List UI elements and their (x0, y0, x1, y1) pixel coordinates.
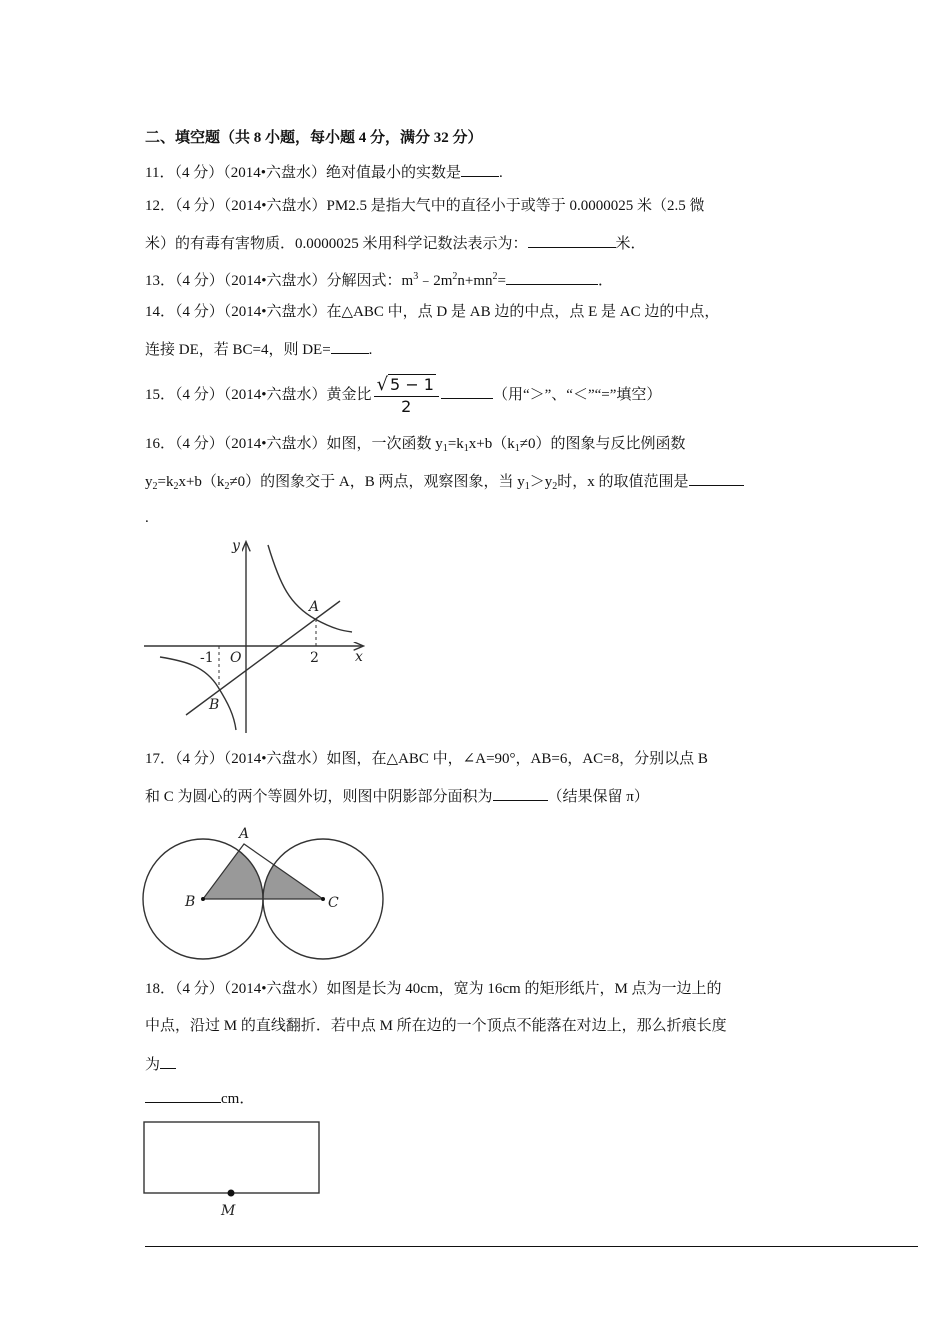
point-a-label: A (239, 826, 250, 842)
question-14-line1 (145, 302, 719, 322)
q11-score: （4 分） (174, 165, 224, 181)
x-axis-label: x (355, 649, 363, 665)
q13-pre: 分解因式：m (326, 273, 414, 289)
q17-source: （2014•六盘水） (223, 751, 327, 767)
q16-answer-blank (689, 471, 744, 486)
q15-score: （4 分） (175, 387, 224, 403)
q14-text2: 连接 DE，若 BC=4，则 DE= (145, 342, 331, 358)
q17-score: （4 分） (175, 751, 224, 767)
q16-l2c: x+b（k (178, 474, 225, 490)
q17-text2: 和 C 为圆心的两个等圆外切，则图中阴影部分面积为 (145, 789, 493, 805)
q16-l2e: ＞y (529, 474, 553, 490)
question-18-line1 (145, 979, 722, 999)
q15-answer-blank (441, 384, 493, 399)
q16-l2s4: 1 (524, 481, 530, 492)
q16-t1c: x+b（k (468, 436, 515, 452)
q13-source: （2014•六盘水） (223, 273, 327, 289)
q16-l2s1: 2 (152, 481, 158, 492)
q16-s1: 1 (442, 443, 448, 454)
q14-answer-blank (331, 339, 369, 354)
figure-17-circles (140, 820, 390, 965)
q16-l2s3: 2 (224, 481, 230, 492)
footer-rule (145, 1246, 918, 1247)
fraction-denominator: 2 (401, 397, 412, 417)
q12-end: 米． (615, 236, 646, 252)
q15-source: （2014•六盘水） (223, 387, 327, 403)
q12-number: 12． (145, 198, 176, 214)
q18-source: （2014•六盘水） (223, 981, 327, 997)
q14-number: 14． (145, 304, 176, 320)
q11-number: 11． (145, 165, 175, 181)
q18-text2: 中点，沿过 M 的直线翻折．若中点 M 所在边的一个顶点不能落在对边上，那么折痕长度 (145, 1018, 727, 1034)
q16-score: （4 分） (175, 436, 224, 452)
q14-source: （2014•六盘水） (223, 304, 327, 320)
q14-text1: 在△ABC 中，点 D 是 AB 边的中点，点 E 是 AC 边的中点， (326, 304, 720, 320)
q17-answer-blank (493, 786, 548, 801)
question-18-line4 (145, 1088, 254, 1109)
tick-label-neg1: -1 (200, 650, 214, 666)
q11-end: . (499, 165, 503, 181)
q16-number: 16． (145, 436, 176, 452)
question-18-line2 (145, 1016, 727, 1036)
point-b-label: B (185, 894, 196, 910)
tick-label-2: 2 (310, 650, 319, 666)
q14-score: （4 分） (175, 304, 224, 320)
q15-number: 15． (145, 387, 176, 403)
hyperbola-branch-right (268, 545, 352, 632)
q13-mid2: n+mn (457, 273, 493, 289)
q16-t1a: 如图，一次函数 y (326, 436, 443, 452)
q13-eq: = (497, 273, 506, 289)
q16-t1d: ≠0）的图象与反比例函数 (519, 436, 686, 452)
q18-blank-part1 (160, 1054, 176, 1069)
q11-text: 绝对值最小的实数是 (325, 165, 461, 181)
q14-end: . (368, 342, 373, 358)
q16-s2: 1 (463, 443, 469, 454)
q13-exp2a: 2 (452, 271, 458, 282)
point-b (201, 897, 205, 901)
q16-l2d: ≠0）的图象交于 A，B 两点，观察图象，当 y (229, 474, 525, 490)
question-12-line2 (145, 233, 646, 254)
q16-l2s5: 2 (552, 481, 558, 492)
q17-number: 17． (145, 751, 176, 767)
q18-number: 18． (145, 981, 176, 997)
q16-s3: 1 (514, 443, 520, 454)
q16-source: （2014•六盘水） (223, 436, 327, 452)
q18-text1: 如图是长为 40cm，宽为 16cm 的矩形纸片，M 点为一边上的 (326, 981, 722, 997)
question-17-line2 (145, 786, 649, 807)
golden-ratio-fraction: $\frac{√ 5 - 1}{2}$ (374, 374, 439, 417)
question-15 (145, 374, 661, 417)
q13-number: 13． (145, 273, 176, 289)
q15-post: （用“＞”、“＜”“=”填空） (492, 387, 662, 403)
point-c (321, 897, 325, 901)
point-m (228, 1190, 235, 1197)
q12-text1: PM2.5 是指大气中的直径小于或等于 0.0000025 米（2.5 微 (326, 198, 705, 214)
q12-answer-blank (528, 233, 616, 248)
point-b-label: B (209, 697, 220, 713)
y-axis-label: y (232, 538, 240, 554)
q18-answer-blank (145, 1088, 221, 1103)
q18-unit: cm． (221, 1091, 255, 1107)
question-16-line2 (145, 471, 744, 497)
q15-pre: 黄金比 (326, 387, 372, 403)
q13-mid1: ﹣2m (418, 273, 453, 289)
section-title: 二、填空题（共 8 小题，每小题 4 分，满分 32 分） (145, 130, 483, 146)
q18-score: （4 分） (175, 981, 224, 997)
q13-score: （4 分） (175, 273, 224, 289)
paper-rectangle (144, 1122, 319, 1193)
q11-source: （2014•六盘水） (223, 165, 326, 181)
q16-l2b: =k (157, 474, 174, 490)
q16-t1b: =k (447, 436, 464, 452)
figure-16-graph (140, 535, 380, 740)
q12-score: （4 分） (175, 198, 224, 214)
q16-l2a: y (145, 474, 153, 490)
q16-trailing-dot: . (145, 510, 149, 526)
q13-end: ． (598, 273, 614, 289)
q16-l2f: 时，x 的取值范围是 (557, 474, 689, 490)
fraction-numerator: 5 − 1 (390, 375, 434, 395)
q17-end: （结果保留 π） (547, 789, 649, 805)
q16-l2s2: 2 (173, 481, 179, 492)
q12-source: （2014•六盘水） (223, 198, 327, 214)
q13-exp2b: 2 (492, 271, 498, 282)
question-18-line3 (145, 1054, 176, 1075)
figure-18-rectangle (140, 1118, 330, 1223)
question-12-line1 (145, 196, 704, 216)
hyperbola-branch-left (160, 657, 236, 730)
q13-answer-blank (506, 270, 598, 285)
point-a-label: A (309, 599, 320, 615)
q17-text1: 如图，在△ABC 中，∠A=90°，AB=6，AC=8，分别以点 B (326, 751, 708, 767)
point-m-label: M (221, 1203, 236, 1219)
question-14-line2 (145, 339, 372, 360)
question-11 (145, 162, 503, 183)
q11-answer-blank (461, 162, 499, 177)
q13-exp3: 3 (413, 271, 419, 282)
q12-text2: 米）的有毒有害物质．0.0000025 米用科学记数法表示为： (145, 236, 528, 252)
question-17-line1 (145, 749, 708, 769)
question-16-line1 (145, 434, 685, 459)
question-13 (145, 267, 613, 291)
point-c-label: C (328, 895, 339, 911)
q18-text3: 为 (145, 1057, 161, 1073)
origin-label: O (230, 650, 242, 666)
